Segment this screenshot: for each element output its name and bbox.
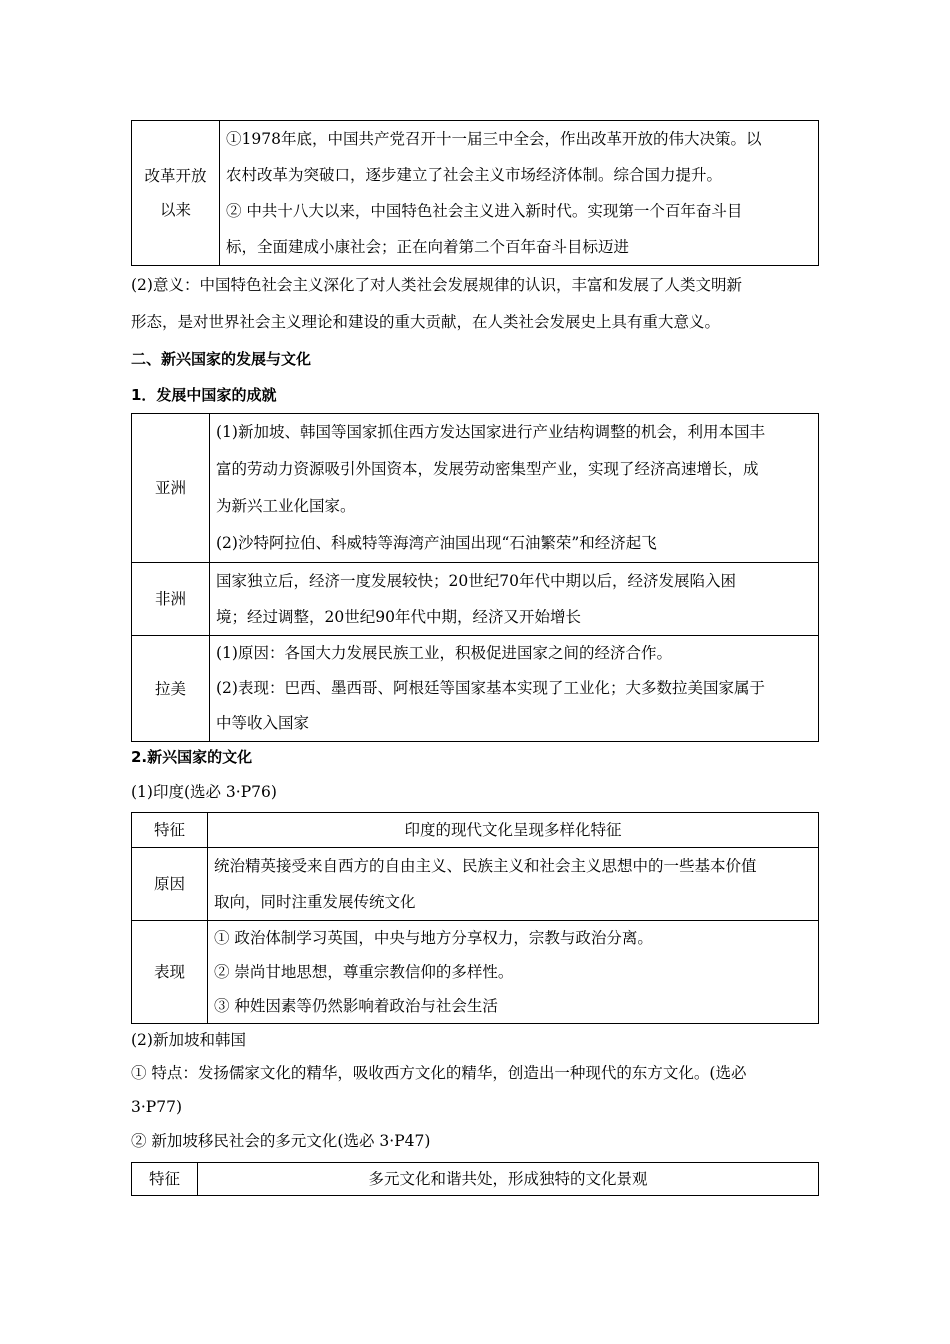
- reform-line: ①1978年底，中国共产党召开十一届三中全会，作出改革开放的伟大决策。以: [226, 130, 762, 148]
- achievement-line: 国家独立后，经济一度发展较快；20世纪70年代中期以后，经济发展陷入困: [216, 572, 736, 590]
- reform-table: [131, 120, 819, 266]
- india-expr-line: ② 崇尚甘地思想，尊重宗教信仰的多样性。: [214, 963, 514, 981]
- achievement-line: 为新兴工业化国家。: [216, 497, 356, 515]
- significance-line2: 形态，是对世界社会主义理论和建设的重大贡献，在人类社会发展史上具有重大意义。: [131, 313, 721, 331]
- sg-table: [131, 1162, 819, 1196]
- india-reason-line: 取向，同时注重发展传统文化: [214, 893, 416, 911]
- reform-line: ② 中共十八大以来，中国特色社会主义进入新时代。实现第一个百年奋斗目: [226, 202, 743, 220]
- achievement-line: (1)原因：各国大力发展民族工业，积极促进国家之间的经济合作。: [216, 644, 672, 662]
- achievement-content: [210, 636, 819, 742]
- significance-line1: (2)意义：中国特色社会主义深化了对人类社会发展规律的认识，丰富和发展了人类文明新: [131, 276, 742, 294]
- reform-label-line2: 以来: [159, 201, 191, 219]
- india-expr-line: ③ 种姓因素等仍然影响着政治与社会生活: [214, 997, 498, 1015]
- india-feature-label: 特征: [132, 813, 208, 848]
- india-table: [131, 812, 819, 1024]
- region-cell: 亚洲: [132, 414, 210, 563]
- india-reason-line: 统治精英接受来自西方的自由主义、民族主义和社会主义思想中的一些基本价值: [214, 857, 757, 875]
- india-reason-label: 原因: [132, 848, 208, 921]
- achievement-line: (2)沙特阿拉伯、科威特等海湾产油国出现“石油繁荣”和经济起飞: [216, 534, 657, 552]
- region-cell: 拉美: [132, 636, 210, 742]
- reform-line: 标，全面建成小康社会；正在向着第二个百年奋斗目标迈进: [226, 238, 630, 256]
- india-reason-content: [208, 848, 819, 921]
- achievements-table: [131, 413, 819, 742]
- sub1-title: 1．发展中国家的成就: [131, 386, 277, 404]
- sg-title: (2)新加坡和韩国: [131, 1031, 246, 1049]
- achievement-line: (2)表现：巴西、墨西哥、阿根廷等国家基本实现了工业化；大多数拉美国家属于: [216, 679, 765, 697]
- reform-line: 农村改革为突破口，逐步建立了社会主义市场经济体制。综合国力提升。: [226, 166, 723, 184]
- document-page: [131, 120, 819, 1196]
- reform-label-cell: [132, 121, 220, 266]
- achievement-line: 中等收入国家: [216, 714, 310, 732]
- region-cell: 非洲: [132, 563, 210, 636]
- achievement-line: (1)新加坡、韩国等国家抓住西方发达国家进行产业结构调整的机会，利用本国丰: [216, 423, 765, 441]
- india-expr-line: ① 政治体制学习英国，中央与地方分享权力，宗教与政治分离。: [214, 929, 653, 947]
- section2-title: 二、新兴国家的发展与文化: [131, 350, 312, 368]
- india-title: (1)印度(选必 3·P76): [131, 783, 277, 801]
- reform-content-cell: [220, 121, 819, 266]
- achievement-row-latam: [132, 636, 819, 742]
- sg-point1-line2: 3·P77): [131, 1098, 182, 1116]
- india-feature-value: 印度的现代文化呈现多样化特征: [208, 813, 819, 848]
- india-expr-content: [208, 921, 819, 1024]
- sg-point2: ② 新加坡移民社会的多元文化(选必 3·P47): [131, 1132, 431, 1150]
- sub2-title: 2.新兴国家的文化: [131, 748, 253, 766]
- sg-feature-value: 多元文化和谐共处，形成独特的文化景观: [198, 1163, 819, 1196]
- sg-point1-line1: ① 特点：发扬儒家文化的精华，吸收西方文化的精华，创造出一种现代的东方文化。(选必: [131, 1064, 747, 1082]
- achievement-row-africa: [132, 563, 819, 636]
- achievement-row-asia: [132, 414, 819, 563]
- achievement-line: 富的劳动力资源吸引外国资本，发展劳动密集型产业，实现了经济高速增长，成: [216, 460, 759, 478]
- india-expr-label: 表现: [132, 921, 208, 1024]
- reform-label-line1: 改革开放: [144, 167, 207, 185]
- achievement-line: 境；经过调整，20世纪90年代中期，经济又开始增长: [216, 608, 581, 626]
- sg-feature-label: 特征: [132, 1163, 198, 1196]
- achievement-content: [210, 414, 819, 563]
- achievement-content: [210, 563, 819, 636]
